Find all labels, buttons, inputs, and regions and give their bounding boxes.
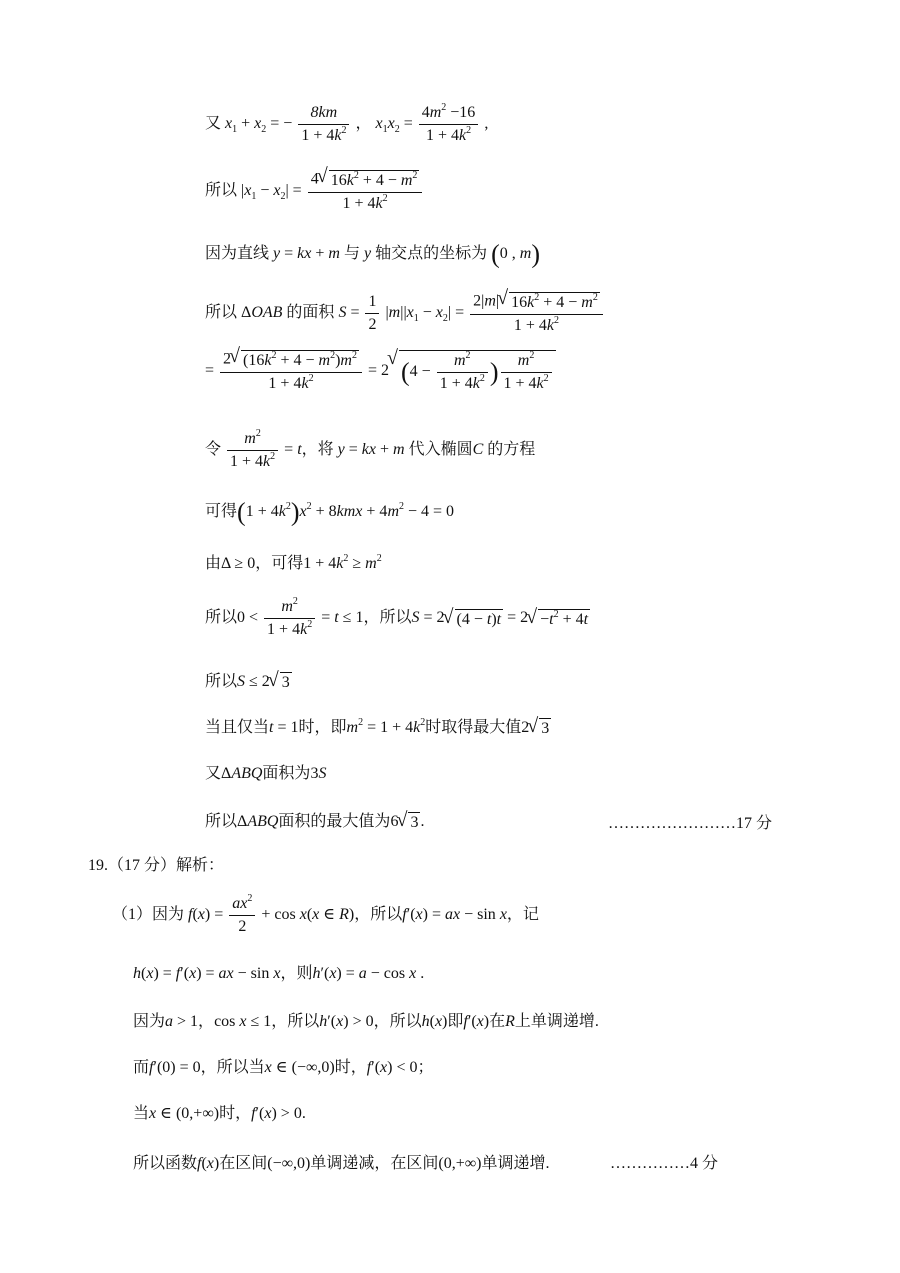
text: 面积为 [262, 765, 311, 782]
text: 轴交点的坐标为 [375, 245, 488, 262]
text: 又 [205, 765, 222, 782]
text: 与 [343, 245, 360, 262]
fraction: $\frac{ax^2}{2}$ [229, 895, 255, 936]
formula-line-negative: 而f′(0) = 0，所以当x ∈ (−∞,0)时，f′(x) < 0； [133, 1059, 434, 1076]
text-line-intercept: 因为直线 y = kx + m 与 y 轴交点的坐标为 (0 , m) [205, 239, 540, 269]
fraction: $\frac{m^2}{1 + 4k^2}$ [227, 430, 278, 471]
text: 时， [334, 1059, 367, 1076]
text: 时， [219, 1105, 252, 1122]
formula-line-t-range: 所以0 < $\frac{m^2}{1 + 4k^2}$ = t ≤ 1，所以S = 2√ $(4 - t)t = 2√ -t^2 + 4t$ [205, 598, 590, 639]
formula-line-positive: 当x ∈ (0,+∞)时，f′(x) > 0. [133, 1105, 306, 1122]
formula-line-s-bound: 所以S ≤ 2√ 3 [205, 668, 292, 692]
text: 上单调递增. [514, 1013, 599, 1030]
formula-line-area-rewrite: = $\frac{2√ (16k^2 + 4 - m^2)m^2}{1 + 4k^2}$ = 2√ (4 − $\frac{m^2}{1 + 4k^2}$ ) $\frac{m^2}{1 + 4k^2}$ [205, 350, 556, 393]
text: ，将 [301, 441, 334, 459]
text: 令 [205, 441, 222, 459]
text: 由 [205, 555, 222, 572]
fraction: $\frac{2√ (16k^2 + 4 - m^2)m^2}{1 + 4k^2}$ [220, 350, 362, 393]
formula-line-discriminant: 由Δ ≥ 0，可得$1 + 4k^2 \ge m^2$ [205, 553, 382, 572]
text: 的面积 [286, 304, 335, 322]
formula-line-hx: h(x) = f′(x) = ax − sin x，则h′(x) = a − cos x . [133, 965, 425, 982]
text: 所以 [205, 673, 238, 690]
text: 可得 [205, 503, 238, 520]
text: . [301, 1105, 306, 1122]
text-line-max-area: 所以ΔABQ面积的最大值为6√ 3 . [205, 808, 424, 832]
text: ，则 [280, 965, 313, 982]
fraction: $\frac{8km}{1 + 4k^2}$ [298, 104, 349, 145]
text: . [420, 813, 425, 830]
formula-line-fx: （1）因为 f(x) = $\frac{ax^2}{2}$ + cos x(x ∈ R)，所以f′(x) = ax − sin x，记 [112, 893, 539, 935]
text: ，所以 [363, 609, 412, 627]
text: 因为 [133, 1013, 166, 1030]
text: 而 [133, 1059, 150, 1076]
text: ； [417, 1059, 434, 1076]
text: ，记 [506, 906, 539, 924]
text: 代入椭圆 [408, 441, 473, 459]
text: ，可得 [255, 555, 304, 572]
text: ， [198, 1013, 215, 1030]
formula-line-equality: 当且仅当t = 1时，即$m^2 = 1 + 4k^2$时取得最大值2√ 3 [205, 714, 551, 738]
fraction: $\frac{1}{2}$ [365, 293, 379, 334]
question-19-heading: 19.（17 分）解析： [88, 857, 225, 874]
text: 所以 [205, 609, 238, 627]
fraction: $\frac{2|m|√ 16k^2 + 4 - m^2}{1 + 4k^2}$ [470, 292, 603, 335]
text: ， [355, 115, 372, 133]
formula-line-substitution: 令 $\frac{m^2}{1 + 4k^2}$ = t，将 y = kx + m 代入椭圆C 的方程 [205, 428, 536, 470]
text: 单调递减，在区间 [310, 1155, 439, 1172]
text: 当且仅当 [205, 719, 270, 736]
text: 时取得最大值 [425, 719, 522, 736]
text: 所以函数 [133, 1155, 198, 1172]
text: 因为直线 [205, 245, 270, 262]
formula-line-conclusion: 所以函数f(x)在区间(−∞,0)单调递减，在区间(0,+∞)单调递增. [133, 1155, 550, 1172]
text: 所以 [205, 304, 238, 322]
text: 又 [205, 115, 222, 133]
fraction: $\frac{m^2}{1 + 4k^2}$ [264, 598, 315, 639]
fraction: $\frac{4√ 16k^2 + 4 - m^2}{1 + 4k^2}$ [308, 170, 423, 213]
formula-line-sum-product: 又 $x_1 + x_2$ = − $\frac{8km}{1 + 4k^2}$ ， $x_1x_2$ = $\frac{4m^2 -16}{1 + 4k^2}$ , [205, 102, 489, 144]
text: 所以 [205, 182, 238, 200]
text: 即 [447, 1013, 464, 1030]
formula-line-monotone: 因为a > 1，cos x ≤ 1，所以h′(x) > 0，所以h(x)即f′(x)在R上单调递增. [133, 1013, 599, 1030]
text-line-abq-area: 又ΔABQ面积为3S [205, 765, 327, 782]
text: （1）因为 [112, 906, 185, 924]
text: 当 [133, 1105, 150, 1122]
score-17: ……………………17 分 [608, 815, 773, 832]
formula-line-abs-diff: 所以 $|x_1 - x_2|$ = $\frac{4√ 16k^2 + 4 - m^2}{1 + 4k^2}$ [205, 170, 424, 213]
text: 在 [489, 1013, 506, 1030]
text: 单调递增. [481, 1155, 550, 1172]
fraction: $\frac{4m^2 -16}{1 + 4k^2}$ [419, 104, 479, 145]
text: 时，即 [298, 719, 347, 736]
text: 的方程 [487, 441, 536, 459]
formula-line-quadratic: 可得$(1 + 4k^2)x^2 + 8kmx + 4m^2 - 4 = 0$ [205, 497, 455, 527]
text: 在区间 [219, 1155, 268, 1172]
text: ，所以 [354, 906, 403, 924]
text: ，所以 [373, 1013, 422, 1030]
text: ，所以 [271, 1013, 320, 1030]
text: ，所以当 [200, 1059, 265, 1076]
formula-line-area: 所以 ΔOAB 的面积 S = $\frac{1}{2}$ $|m||x_1 - x_2|$ = $\frac{2|m|√ 16k^2 + 4 - m^2}{1 + 4k^2}$ [205, 292, 605, 335]
score-4: ……………4 分 [610, 1155, 719, 1172]
text: 面积的最大值为 [278, 813, 391, 830]
text: 所以 [205, 813, 238, 830]
